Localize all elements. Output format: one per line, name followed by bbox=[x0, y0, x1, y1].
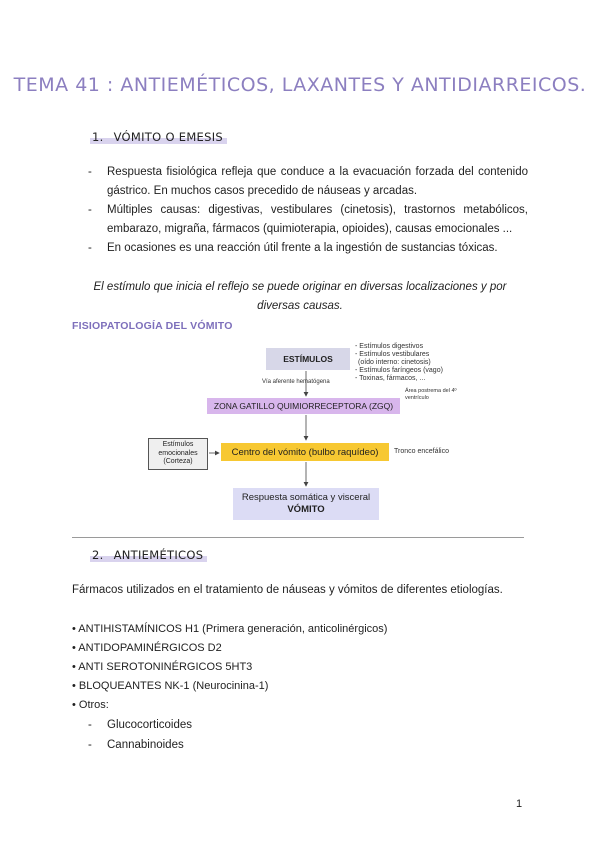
section-heading-antiemeticos bbox=[90, 548, 207, 562]
list-item: - En ocasiones es una reacción útil frente a la ingestión de sustancias tóxicas. bbox=[90, 239, 528, 258]
list-item: - Respuesta fisiológica refleja que conduce a la evacuación forzada del contenido gástrico. En muchos casos precedido de náuseas y arcadas. bbox=[90, 163, 528, 201]
otros-list bbox=[90, 715, 390, 755]
tronco-label: Tronco encefálico bbox=[394, 448, 449, 455]
stimulus-item: (oído interno: cinetosis) bbox=[358, 359, 431, 366]
stimuli-list bbox=[355, 343, 475, 383]
estimulos-box: ESTÍMULOS bbox=[266, 348, 350, 370]
zgq-note: Área postrema del 4º ventrículo bbox=[405, 388, 457, 401]
list-item: • ANTIDOPAMINÉRGICOS D2 bbox=[72, 642, 222, 654]
page-number: 1 bbox=[516, 798, 523, 810]
subheading-fisiopatologia: FISIOPATOLOGÍA DEL VÓMITO bbox=[72, 320, 233, 332]
zgq-box: ZONA GATILLO QUIMIORRECEPTORA (ZGQ) bbox=[207, 398, 400, 414]
antiemeticos-intro: Fármacos utilizados en el tratamiento de náuseas y vómitos de diferentes etiologías. bbox=[72, 584, 503, 596]
list-item: • ANTI SEROTONINÉRGICOS 5HT3 bbox=[72, 661, 253, 673]
stimulus-item: - Toxinas, fármacos, ... bbox=[355, 375, 426, 382]
stimulus-item: - Estímulos faríngeos (vago) bbox=[355, 367, 443, 374]
respuesta-box bbox=[233, 488, 379, 520]
stimulus-item: - Estímulos vestibulares bbox=[355, 351, 430, 358]
section-title: VÓMITO O EMESIS bbox=[113, 130, 223, 144]
page-title: TEMA 41 : ANTIEMÉTICOS, LAXANTES Y ANTIDIARREICOS. bbox=[13, 74, 587, 96]
via-label: Vía aferente hematógena bbox=[262, 379, 330, 385]
bullet-list bbox=[90, 163, 528, 258]
list-item: • Otros: bbox=[72, 699, 109, 711]
section-number: 2. bbox=[92, 548, 104, 562]
list-item: • BLOQUEANTES NK-1 (Neurocinina-1) bbox=[72, 680, 269, 692]
section-number: 1. bbox=[92, 130, 104, 144]
centro-vomito-box: Centro del vómito (bulbo raquídeo) bbox=[221, 443, 389, 461]
drug-class-list bbox=[72, 620, 532, 715]
list-item: - Múltiples causas: digestivas, vestibulares (cinetosis), trastornos metabólicos, embarazo, migraña, fármacos (quimioterapia, opioides), causas emocionales ... bbox=[90, 201, 528, 239]
stimulus-item: - Estímulos digestivos bbox=[355, 343, 424, 350]
vomito-label: VÓMITO bbox=[287, 504, 325, 515]
section-title: ANTIEMÉTICOS bbox=[113, 548, 204, 562]
section-heading-vomito bbox=[90, 130, 227, 144]
respuesta-label: Respuesta somática y visceral bbox=[241, 492, 371, 503]
emocionales-box: Estímulos emocionales (Corteza) bbox=[148, 438, 208, 470]
divider bbox=[72, 537, 524, 538]
stimulus-note: El estímulo que inicia el reflejo se puede originar en diversas localizaciones y por diversas causas. bbox=[93, 281, 507, 312]
list-item: - Cannabinoides bbox=[90, 735, 390, 755]
list-item: - Glucocorticoides bbox=[90, 715, 390, 735]
list-item: • ANTIHISTAMÍNICOS H1 (Primera generación, anticolinérgicos) bbox=[72, 623, 388, 635]
